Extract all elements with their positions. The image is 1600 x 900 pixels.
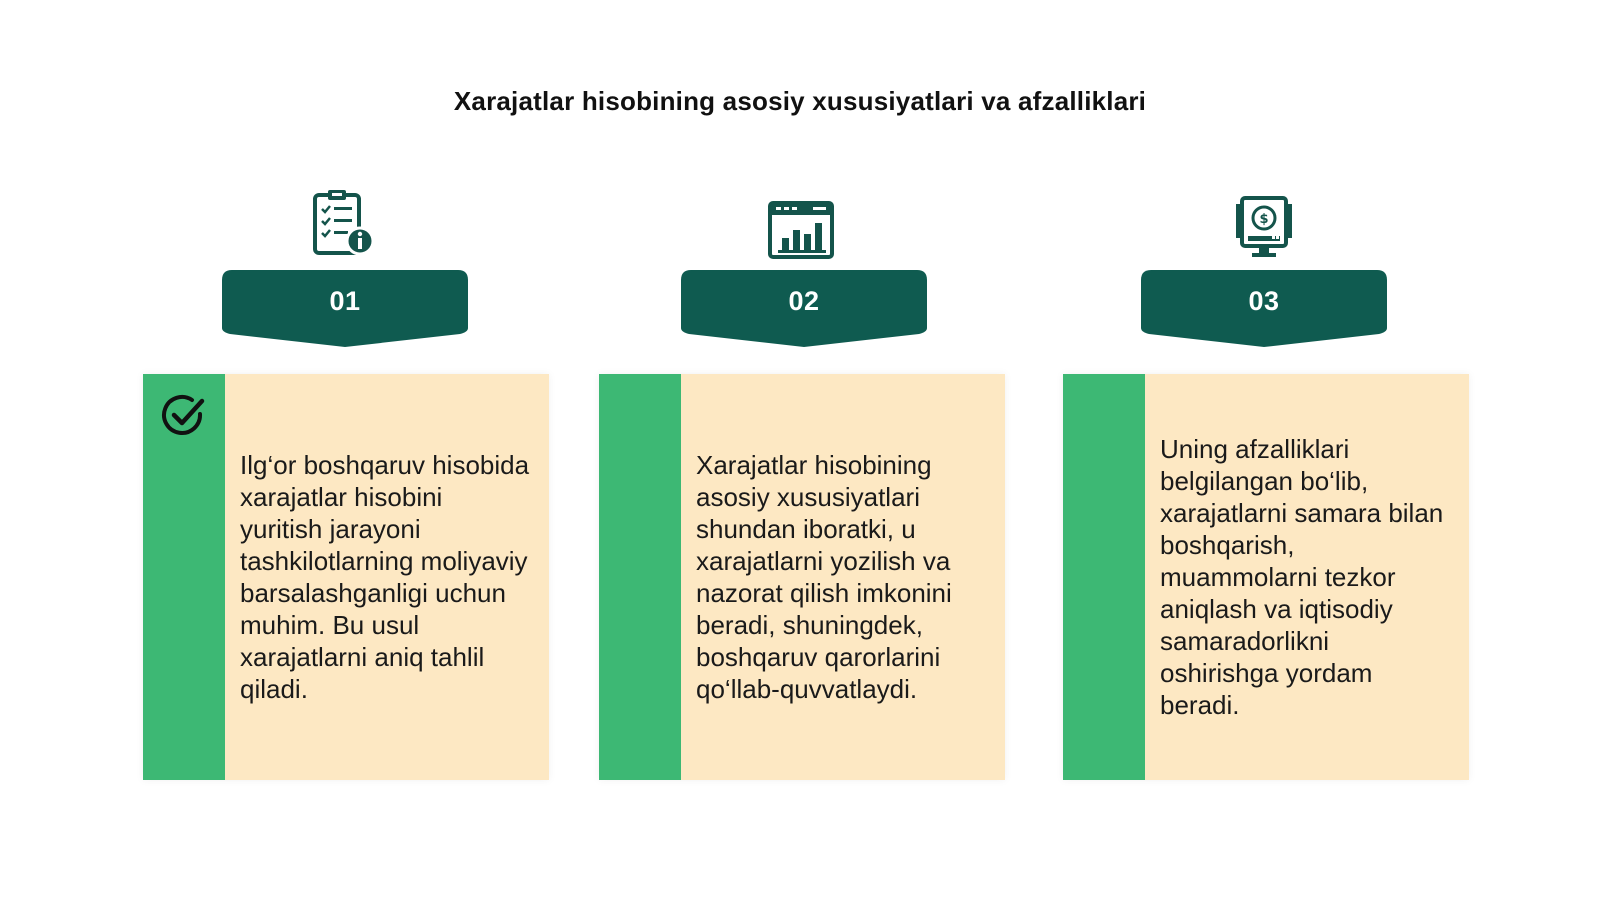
page-title: Xarajatlar hisobining asosiy xususiyatlari va afzalliklari bbox=[453, 86, 1147, 116]
clipboard-checklist-info-icon bbox=[310, 188, 380, 258]
card-text: Uning afzalliklari belgilangan bo‘lib, xarajatlarni samara bilan boshqarish, muammolarni tezkor aniqlash va iqtisodiy samaradorlikni oshirishga yordam beradi. bbox=[1160, 434, 1444, 720]
card-accent-strip bbox=[1063, 374, 1145, 780]
monitor-dollar-icon bbox=[1230, 192, 1300, 262]
step-badge-03 bbox=[1141, 270, 1387, 347]
step-number: 03 bbox=[1248, 286, 1280, 316]
check-circle-icon bbox=[160, 392, 208, 440]
card-body bbox=[1145, 374, 1469, 780]
card-body bbox=[225, 374, 549, 780]
step-badge-02 bbox=[681, 270, 927, 347]
card-text: Xarajatlar hisobining asosiy xususiyatlari shundan iboratki, u xarajatlarni yozilish va nazorat qilish imkonini beradi, shuningdek, boshqaruv qarorlarini qo‘llab-quvvatlaydi. bbox=[696, 450, 952, 704]
card-text: Ilg‘or boshqaruv hisobida xarajatlar hisobini yuritish jarayoni tashkilotlarning moliyaviy barsalashganligi uchun muhim. Bu usul xarajatlarni aniq tahlil qiladi. bbox=[240, 450, 530, 704]
browser-bar-chart-icon bbox=[767, 196, 837, 266]
card-body bbox=[681, 374, 1005, 780]
info-card-03 bbox=[1063, 374, 1469, 780]
svg-text:$: $ bbox=[1259, 212, 1269, 227]
card-accent-strip bbox=[599, 374, 681, 780]
step-number: 02 bbox=[788, 286, 820, 316]
step-badge-01 bbox=[222, 270, 468, 347]
info-card-02 bbox=[599, 374, 1005, 780]
info-card-01 bbox=[143, 374, 549, 780]
step-number: 01 bbox=[329, 286, 361, 316]
card-accent-strip bbox=[143, 374, 225, 780]
